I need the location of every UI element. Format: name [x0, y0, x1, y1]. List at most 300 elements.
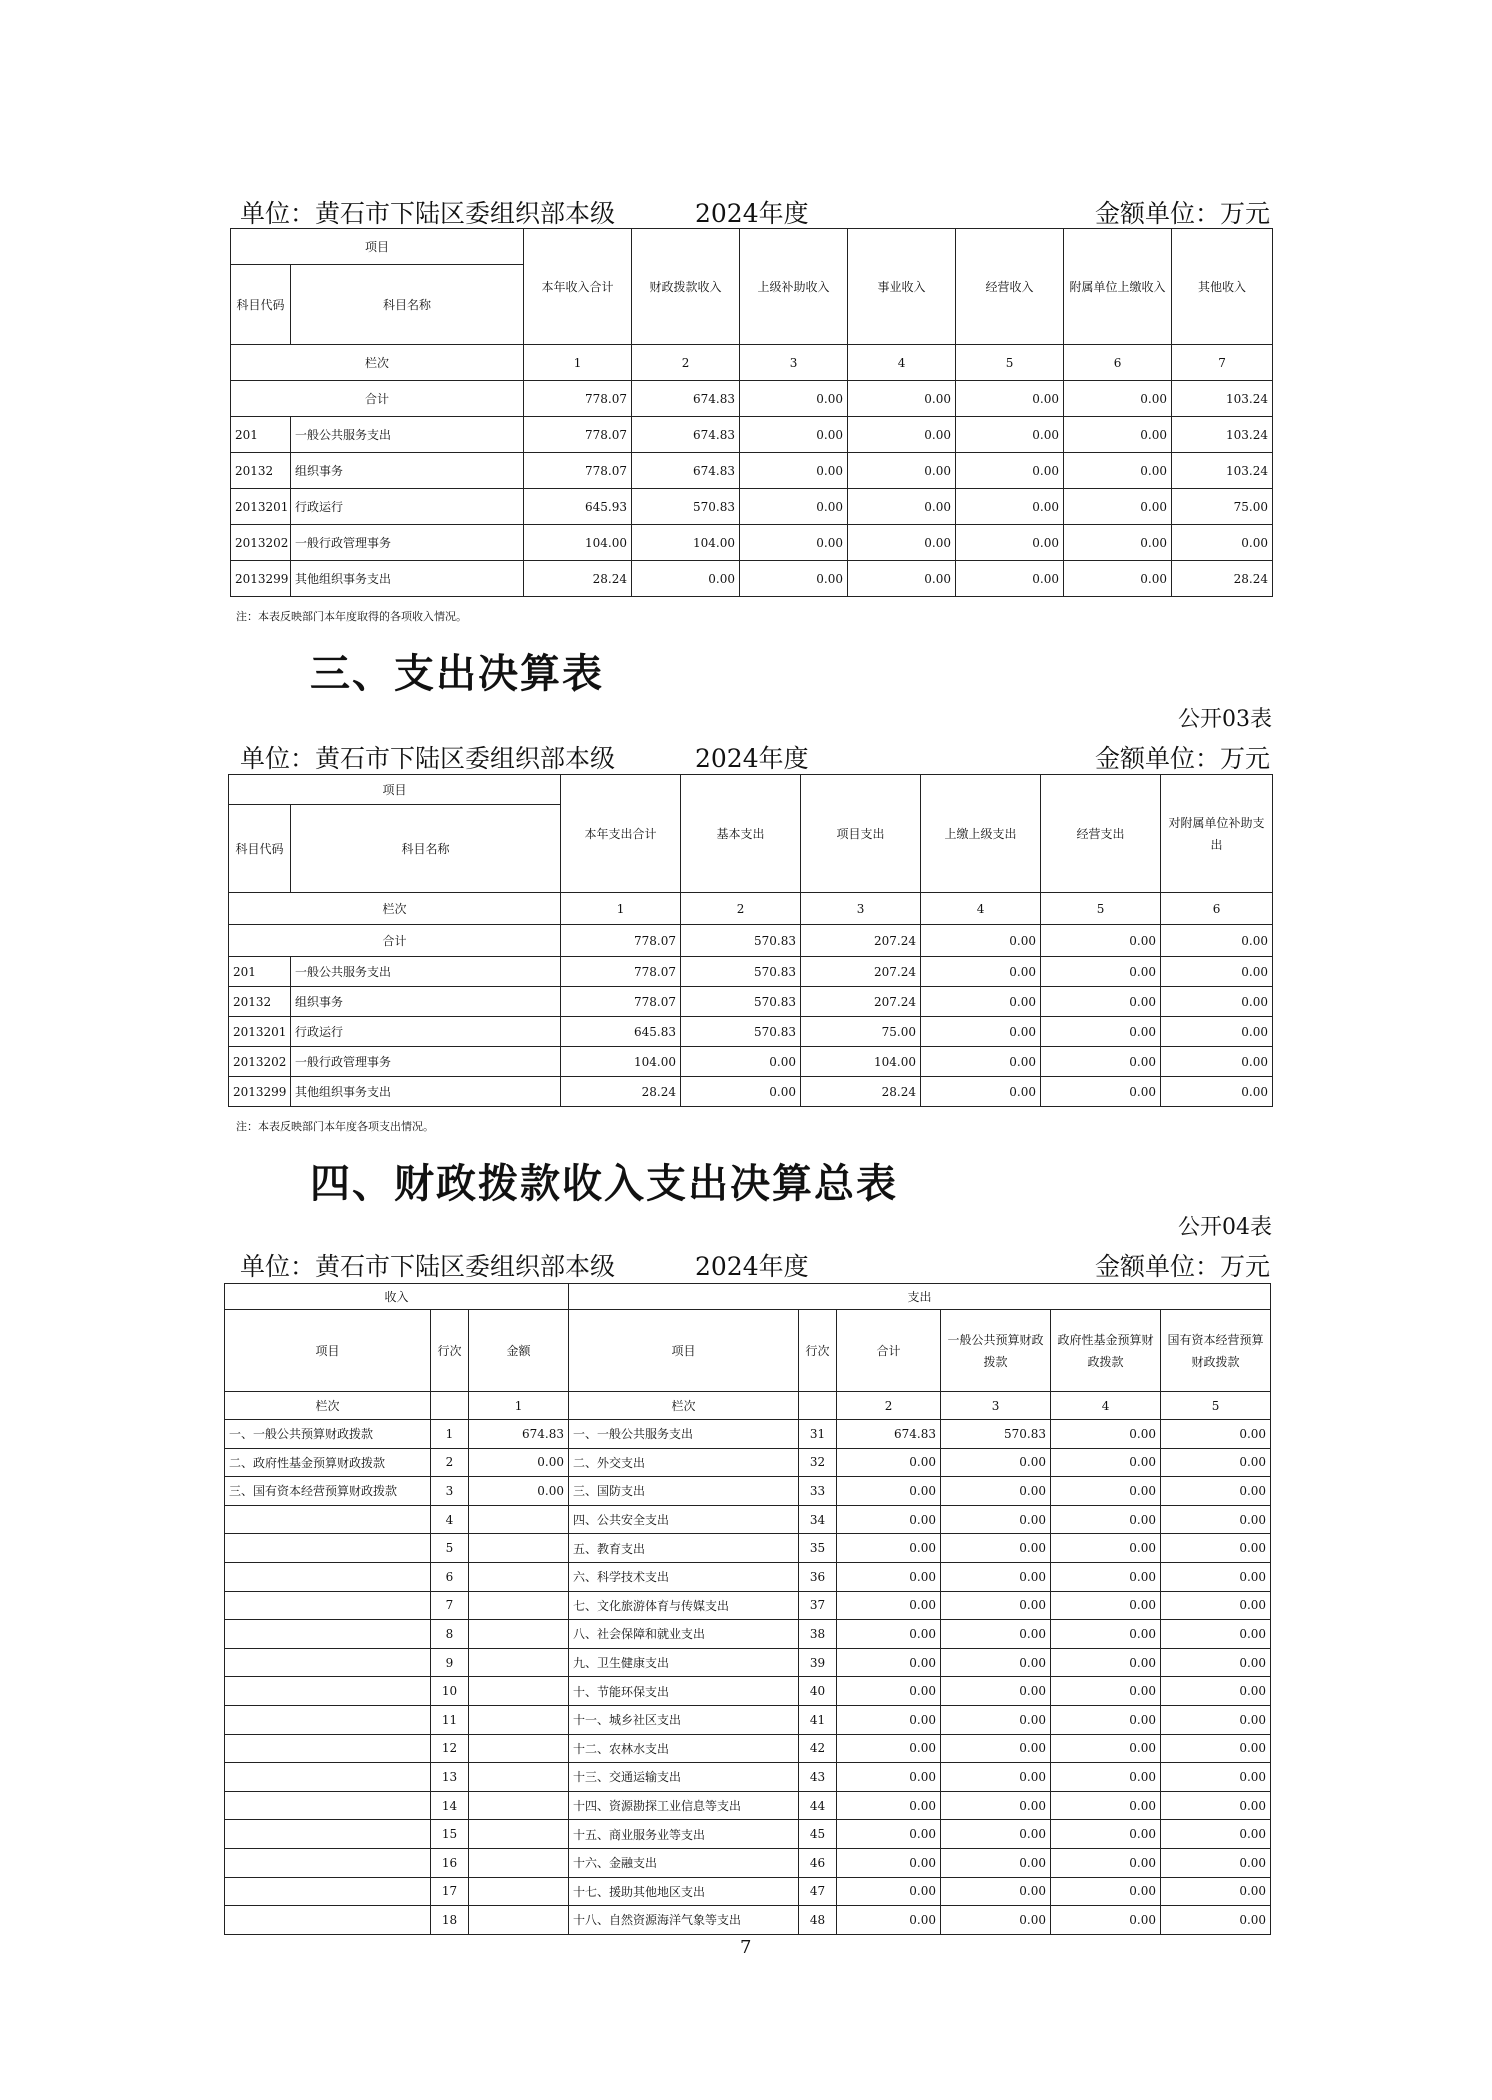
cell-ex-item: 十二、农林水支出: [569, 1734, 799, 1763]
cell-value: 0.00: [740, 453, 848, 489]
expense-seq: 5: [1041, 893, 1161, 925]
cell-ex-item: 八、社会保障和就业支出: [569, 1620, 799, 1649]
expense-note: 注：本表反映部门本年度各项支出情况。: [236, 1120, 434, 1133]
fiscal-c1-header: 一般公共预算财政拨款: [941, 1310, 1051, 1392]
table-row: [225, 1448, 1271, 1477]
cell-value: 0.00: [956, 561, 1064, 597]
cell-c2: 0.00: [1051, 1620, 1161, 1649]
cell-c2: 0.00: [1051, 1505, 1161, 1534]
cell-c1: 0.00: [941, 1562, 1051, 1591]
cell-name: 一般行政管理事务: [291, 525, 524, 561]
cell-c3: 0.00: [1161, 1534, 1271, 1563]
cell-c2: 0.00: [1051, 1477, 1161, 1506]
cell-name: 其他组织事务支出: [291, 1077, 561, 1107]
cell-name: 一般公共服务支出: [291, 957, 561, 987]
cell-total: 0.00: [837, 1448, 941, 1477]
cell-value: 0.00: [632, 561, 740, 597]
income-header-col-6: 附属单位上缴收入: [1064, 229, 1172, 345]
cell-in-amount: [469, 1820, 569, 1849]
cell-in-amount: [469, 1791, 569, 1820]
table-row: [229, 1047, 1273, 1077]
cell-c1: 0.00: [941, 1877, 1051, 1906]
table-row: [229, 1077, 1273, 1107]
cell-c3: 0.00: [1161, 1477, 1271, 1506]
cell-value: 0.00: [681, 1077, 801, 1107]
expense-unit: 单位：黄石市下陆区委组织部本级: [240, 744, 616, 773]
fiscal-income-amount-header: 金额: [469, 1310, 569, 1392]
cell-value: 570.83: [632, 489, 740, 525]
cell-ex-line: 33: [799, 1477, 837, 1506]
cell-c1: 0.00: [941, 1505, 1051, 1534]
cell-value: 0.00: [1064, 489, 1172, 525]
expense-year: 2024年度: [695, 744, 809, 773]
cell-value: 75.00: [801, 1017, 921, 1047]
expense-header-code: 科目代码: [229, 805, 291, 893]
cell-value: 0.00: [1041, 1017, 1161, 1047]
cell-value: 0.00: [1064, 381, 1172, 417]
cell-in-item: [225, 1877, 431, 1906]
cell-value: 778.07: [561, 925, 681, 957]
cell-in-line: 18: [431, 1906, 469, 1935]
income-header-col-2: 财政拨款收入: [632, 229, 740, 345]
cell-value: 0.00: [921, 957, 1041, 987]
cell-in-line: 9: [431, 1648, 469, 1677]
cell-in-amount: [469, 1705, 569, 1734]
cell-ex-line: 34: [799, 1505, 837, 1534]
cell-value: 0.00: [1064, 561, 1172, 597]
cell-value: 0.00: [1064, 525, 1172, 561]
expense-seq: 3: [801, 893, 921, 925]
cell-in-line: 15: [431, 1820, 469, 1849]
table-row: [231, 417, 1273, 453]
cell-value: 0.00: [1161, 925, 1273, 957]
cell-value: 75.00: [1172, 489, 1273, 525]
cell-ex-item: 九、卫生健康支出: [569, 1648, 799, 1677]
cell-value: 0.00: [1161, 957, 1273, 987]
table-row: [225, 1906, 1271, 1935]
cell-in-item: [225, 1562, 431, 1591]
cell-code: 2013201: [231, 489, 291, 525]
cell-total: 0.00: [837, 1791, 941, 1820]
page-number: 7: [740, 1937, 752, 1958]
cell-c3: 0.00: [1161, 1562, 1271, 1591]
cell-value: 0.00: [848, 525, 956, 561]
cell-ex-item: 三、国防支出: [569, 1477, 799, 1506]
cell-total: 0.00: [837, 1906, 941, 1935]
income-seq: 5: [956, 345, 1064, 381]
cell-ex-line: 39: [799, 1648, 837, 1677]
cell-code: 201: [231, 417, 291, 453]
cell-value: 0.00: [740, 561, 848, 597]
table-row: [225, 1734, 1271, 1763]
table-row: [231, 489, 1273, 525]
cell-c2: 0.00: [1051, 1820, 1161, 1849]
cell-value: 0.00: [1041, 1047, 1161, 1077]
cell-c2: 0.00: [1051, 1906, 1161, 1935]
cell-c3: 0.00: [1161, 1591, 1271, 1620]
cell-code: 2013202: [229, 1047, 291, 1077]
cell-value: 103.24: [1172, 381, 1273, 417]
cell-in-item: [225, 1791, 431, 1820]
table-row: [225, 1534, 1271, 1563]
income-header-project: 项目: [231, 229, 524, 265]
cell-total: 0.00: [837, 1591, 941, 1620]
cell-total: 0.00: [837, 1620, 941, 1649]
cell-name: 行政运行: [291, 489, 524, 525]
cell-ex-line: 44: [799, 1791, 837, 1820]
cell-ex-line: 45: [799, 1820, 837, 1849]
table-row: [225, 1677, 1271, 1706]
fiscal-c2-header: 政府性基金预算财政拨款: [1051, 1310, 1161, 1392]
cell-ex-line: 43: [799, 1763, 837, 1792]
income-seq: 6: [1064, 345, 1172, 381]
income-seq: 2: [632, 345, 740, 381]
cell-c1: 0.00: [941, 1734, 1051, 1763]
cell-c2: 0.00: [1051, 1848, 1161, 1877]
table-row: [225, 1848, 1271, 1877]
cell-value: 570.83: [681, 925, 801, 957]
cell-c3: 0.00: [1161, 1648, 1271, 1677]
cell-value: 570.83: [681, 957, 801, 987]
cell-total: 0.00: [837, 1477, 941, 1506]
income-total-label: 合计: [231, 381, 524, 417]
income-header-name: 科目名称: [291, 265, 524, 345]
table-row: [225, 1620, 1271, 1649]
expense-table-code: 公开03表: [1178, 707, 1272, 732]
cell-value: 0.00: [956, 525, 1064, 561]
cell-value: 104.00: [561, 1047, 681, 1077]
table-row: [229, 987, 1273, 1017]
cell-value: 28.24: [561, 1077, 681, 1107]
cell-value: 0.00: [956, 417, 1064, 453]
fiscal-seq-empty: [799, 1392, 837, 1420]
cell-c3: 0.00: [1161, 1877, 1271, 1906]
cell-code: 20132: [231, 453, 291, 489]
income-seq: 1: [524, 345, 632, 381]
cell-in-amount: 674.83: [469, 1420, 569, 1449]
cell-ex-line: 38: [799, 1620, 837, 1649]
table-row: [229, 925, 1273, 957]
cell-name: 一般行政管理事务: [291, 1047, 561, 1077]
cell-total: 674.83: [837, 1420, 941, 1449]
cell-c2: 0.00: [1051, 1448, 1161, 1477]
table-row: [225, 1763, 1271, 1792]
table-row: [225, 1562, 1271, 1591]
cell-c2: 0.00: [1051, 1591, 1161, 1620]
fiscal-seq-c1: 3: [941, 1392, 1051, 1420]
fiscal-year: 2024年度: [695, 1252, 809, 1281]
cell-code: 201: [229, 957, 291, 987]
cell-c2: 0.00: [1051, 1705, 1161, 1734]
fiscal-c3-header: 国有资本经营预算财政拨款: [1161, 1310, 1271, 1392]
cell-name: 一般公共服务支出: [291, 417, 524, 453]
cell-value: 28.24: [1172, 561, 1273, 597]
cell-ex-item: 五、教育支出: [569, 1534, 799, 1563]
expense-seq: 4: [921, 893, 1041, 925]
fiscal-title: 四、财政拨款收入支出决算总表: [310, 1161, 898, 1207]
cell-in-line: 8: [431, 1620, 469, 1649]
cell-total: 0.00: [837, 1877, 941, 1906]
cell-value: 0.00: [1064, 453, 1172, 489]
cell-value: 0.00: [1064, 417, 1172, 453]
cell-c1: 0.00: [941, 1763, 1051, 1792]
cell-in-amount: 0.00: [469, 1477, 569, 1506]
cell-in-item: [225, 1705, 431, 1734]
cell-in-line: 5: [431, 1534, 469, 1563]
cell-ex-line: 35: [799, 1534, 837, 1563]
income-header-col-7: 其他收入: [1172, 229, 1273, 345]
fiscal-expense-header: 支出: [569, 1284, 1271, 1310]
cell-in-item: 三、国有资本经营预算财政拨款: [225, 1477, 431, 1506]
cell-c1: 0.00: [941, 1448, 1051, 1477]
cell-value: 0.00: [1161, 1017, 1273, 1047]
cell-in-line: 1: [431, 1420, 469, 1449]
cell-value: 645.83: [561, 1017, 681, 1047]
income-header-col-1: 本年收入合计: [524, 229, 632, 345]
cell-value: 207.24: [801, 957, 921, 987]
cell-ex-line: 48: [799, 1906, 837, 1935]
cell-c2: 0.00: [1051, 1877, 1161, 1906]
cell-total: 0.00: [837, 1505, 941, 1534]
cell-value: 0.00: [1172, 525, 1273, 561]
cell-c2: 0.00: [1051, 1648, 1161, 1677]
cell-total: 0.00: [837, 1734, 941, 1763]
cell-value: 778.07: [561, 957, 681, 987]
cell-value: 0.00: [1161, 1077, 1273, 1107]
cell-value: 0.00: [921, 925, 1041, 957]
expense-header-col-3: 项目支出: [801, 775, 921, 893]
cell-in-item: [225, 1620, 431, 1649]
expense-header-col-2: 基本支出: [681, 775, 801, 893]
cell-in-item: [225, 1848, 431, 1877]
income-seq: 7: [1172, 345, 1273, 381]
cell-in-item: [225, 1505, 431, 1534]
cell-c3: 0.00: [1161, 1448, 1271, 1477]
cell-ex-line: 40: [799, 1677, 837, 1706]
cell-in-item: [225, 1677, 431, 1706]
cell-in-line: 4: [431, 1505, 469, 1534]
cell-c3: 0.00: [1161, 1505, 1271, 1534]
cell-in-amount: [469, 1562, 569, 1591]
cell-value: 103.24: [1172, 453, 1273, 489]
cell-in-line: 14: [431, 1791, 469, 1820]
cell-in-item: [225, 1906, 431, 1935]
expense-header-col-1: 本年支出合计: [561, 775, 681, 893]
fiscal-unit-line: [230, 1245, 1270, 1281]
cell-ex-line: 46: [799, 1848, 837, 1877]
cell-ex-line: 41: [799, 1705, 837, 1734]
income-year: 2024年度: [695, 199, 809, 228]
cell-value: 0.00: [1161, 1047, 1273, 1077]
income-seq-label: 栏次: [231, 345, 524, 381]
fiscal-expense-line-header: 行次: [799, 1310, 837, 1392]
cell-in-line: 17: [431, 1877, 469, 1906]
cell-in-line: 10: [431, 1677, 469, 1706]
cell-code: 2013299: [231, 561, 291, 597]
table-row: [231, 561, 1273, 597]
expense-header-name: 科目名称: [291, 805, 561, 893]
cell-in-line: 11: [431, 1705, 469, 1734]
fiscal-seq-c3: 5: [1161, 1392, 1271, 1420]
cell-ex-item: 十三、交通运输支出: [569, 1763, 799, 1792]
cell-value: 0.00: [848, 489, 956, 525]
cell-in-line: 16: [431, 1848, 469, 1877]
table-row: [225, 1705, 1271, 1734]
income-money-unit: 金额单位：万元: [1094, 199, 1270, 228]
cell-c2: 0.00: [1051, 1763, 1161, 1792]
cell-value: 28.24: [524, 561, 632, 597]
fiscal-money-unit: 金额单位：万元: [1094, 1252, 1270, 1281]
cell-value: 207.24: [801, 987, 921, 1017]
income-note: 注：本表反映部门本年度取得的各项收入情况。: [236, 610, 467, 623]
cell-in-amount: 0.00: [469, 1448, 569, 1477]
fiscal-seq-amount: 1: [469, 1392, 569, 1420]
expense-seq: 1: [561, 893, 681, 925]
cell-total: 0.00: [837, 1677, 941, 1706]
expense-title: 三、支出决算表: [310, 651, 604, 697]
cell-name: 组织事务: [291, 987, 561, 1017]
cell-in-line: 6: [431, 1562, 469, 1591]
fiscal-seq-empty: [431, 1392, 469, 1420]
income-unit: 单位：黄石市下陆区委组织部本级: [240, 199, 616, 228]
cell-in-amount: [469, 1763, 569, 1792]
cell-value: 570.83: [681, 987, 801, 1017]
cell-value: 778.07: [561, 987, 681, 1017]
cell-value: 570.83: [681, 1017, 801, 1047]
cell-code: 20132: [229, 987, 291, 1017]
cell-c1: 0.00: [941, 1677, 1051, 1706]
cell-in-amount: [469, 1505, 569, 1534]
expense-seq: 6: [1161, 893, 1273, 925]
cell-value: 0.00: [1041, 957, 1161, 987]
cell-ex-item: 十、节能环保支出: [569, 1677, 799, 1706]
cell-value: 674.83: [632, 453, 740, 489]
cell-ex-item: 四、公共安全支出: [569, 1505, 799, 1534]
cell-value: 0.00: [921, 1077, 1041, 1107]
cell-c1: 0.00: [941, 1906, 1051, 1935]
cell-value: 0.00: [1041, 987, 1161, 1017]
cell-c3: 0.00: [1161, 1906, 1271, 1935]
cell-ex-line: 32: [799, 1448, 837, 1477]
cell-c3: 0.00: [1161, 1734, 1271, 1763]
fiscal-table: [224, 1283, 1271, 1935]
income-unit-line: [230, 192, 1270, 228]
cell-value: 104.00: [524, 525, 632, 561]
fiscal-expense-item-header: 项目: [569, 1310, 799, 1392]
cell-value: 0.00: [740, 417, 848, 453]
cell-value: 103.24: [1172, 417, 1273, 453]
income-seq: 3: [740, 345, 848, 381]
cell-c1: 0.00: [941, 1848, 1051, 1877]
table-row: [225, 1820, 1271, 1849]
cell-in-line: 2: [431, 1448, 469, 1477]
cell-ex-line: 47: [799, 1877, 837, 1906]
table-row: [231, 453, 1273, 489]
cell-c3: 0.00: [1161, 1705, 1271, 1734]
cell-ex-item: 一、一般公共服务支出: [569, 1420, 799, 1449]
cell-value: 0.00: [921, 1017, 1041, 1047]
cell-in-amount: [469, 1591, 569, 1620]
expense-table: [228, 774, 1273, 1107]
cell-c3: 0.00: [1161, 1763, 1271, 1792]
cell-value: 778.07: [524, 453, 632, 489]
fiscal-seq-label: 栏次: [225, 1392, 431, 1420]
cell-total: 0.00: [837, 1848, 941, 1877]
income-seq: 4: [848, 345, 956, 381]
cell-value: 0.00: [848, 453, 956, 489]
cell-value: 207.24: [801, 925, 921, 957]
fiscal-seq-exp-label: 栏次: [569, 1392, 799, 1420]
table-row: [229, 1017, 1273, 1047]
cell-c3: 0.00: [1161, 1820, 1271, 1849]
income-header-code: 科目代码: [231, 265, 291, 345]
table-row: [229, 957, 1273, 987]
cell-c3: 0.00: [1161, 1791, 1271, 1820]
cell-in-line: 3: [431, 1477, 469, 1506]
fiscal-seq-c2: 4: [1051, 1392, 1161, 1420]
cell-c1: 0.00: [941, 1791, 1051, 1820]
cell-value: 674.83: [632, 381, 740, 417]
income-header-col-3: 上级补助收入: [740, 229, 848, 345]
cell-total: 0.00: [837, 1763, 941, 1792]
cell-in-item: [225, 1534, 431, 1563]
fiscal-income-header: 收入: [225, 1284, 569, 1310]
cell-in-amount: [469, 1734, 569, 1763]
cell-total: 0.00: [837, 1562, 941, 1591]
cell-in-amount: [469, 1620, 569, 1649]
cell-in-item: 二、政府性基金预算财政拨款: [225, 1448, 431, 1477]
cell-value: 0.00: [681, 1047, 801, 1077]
cell-c2: 0.00: [1051, 1734, 1161, 1763]
cell-c2: 0.00: [1051, 1562, 1161, 1591]
cell-ex-item: 十七、援助其他地区支出: [569, 1877, 799, 1906]
cell-in-line: 7: [431, 1591, 469, 1620]
expense-unit-line: [230, 737, 1270, 773]
cell-total: 0.00: [837, 1648, 941, 1677]
table-row: [225, 1477, 1271, 1506]
cell-value: 104.00: [801, 1047, 921, 1077]
cell-total: 0.00: [837, 1820, 941, 1849]
cell-ex-item: 十八、自然资源海洋气象等支出: [569, 1906, 799, 1935]
fiscal-seq-c0: 2: [837, 1392, 941, 1420]
cell-in-item: [225, 1763, 431, 1792]
cell-in-item: [225, 1591, 431, 1620]
cell-in-amount: [469, 1906, 569, 1935]
cell-in-amount: [469, 1877, 569, 1906]
fiscal-body: [225, 1420, 1271, 1935]
table-row: [225, 1791, 1271, 1820]
expense-header-col-4: 上缴上级支出: [921, 775, 1041, 893]
cell-value: 0.00: [1161, 987, 1273, 1017]
table-row: [231, 381, 1273, 417]
cell-ex-line: 37: [799, 1591, 837, 1620]
cell-c2: 0.00: [1051, 1791, 1161, 1820]
cell-c1: 0.00: [941, 1591, 1051, 1620]
cell-in-line: 12: [431, 1734, 469, 1763]
cell-value: 0.00: [956, 453, 1064, 489]
cell-c2: 0.00: [1051, 1677, 1161, 1706]
cell-c3: 0.00: [1161, 1620, 1271, 1649]
cell-name: 其他组织事务支出: [291, 561, 524, 597]
table-row: [225, 1505, 1271, 1534]
fiscal-income-line-header: 行次: [431, 1310, 469, 1392]
cell-value: 0.00: [1041, 1077, 1161, 1107]
cell-in-item: 一、一般公共预算财政拨款: [225, 1420, 431, 1449]
cell-value: 0.00: [956, 489, 1064, 525]
cell-value: 0.00: [848, 381, 956, 417]
cell-c2: 0.00: [1051, 1534, 1161, 1563]
cell-value: 0.00: [1041, 925, 1161, 957]
